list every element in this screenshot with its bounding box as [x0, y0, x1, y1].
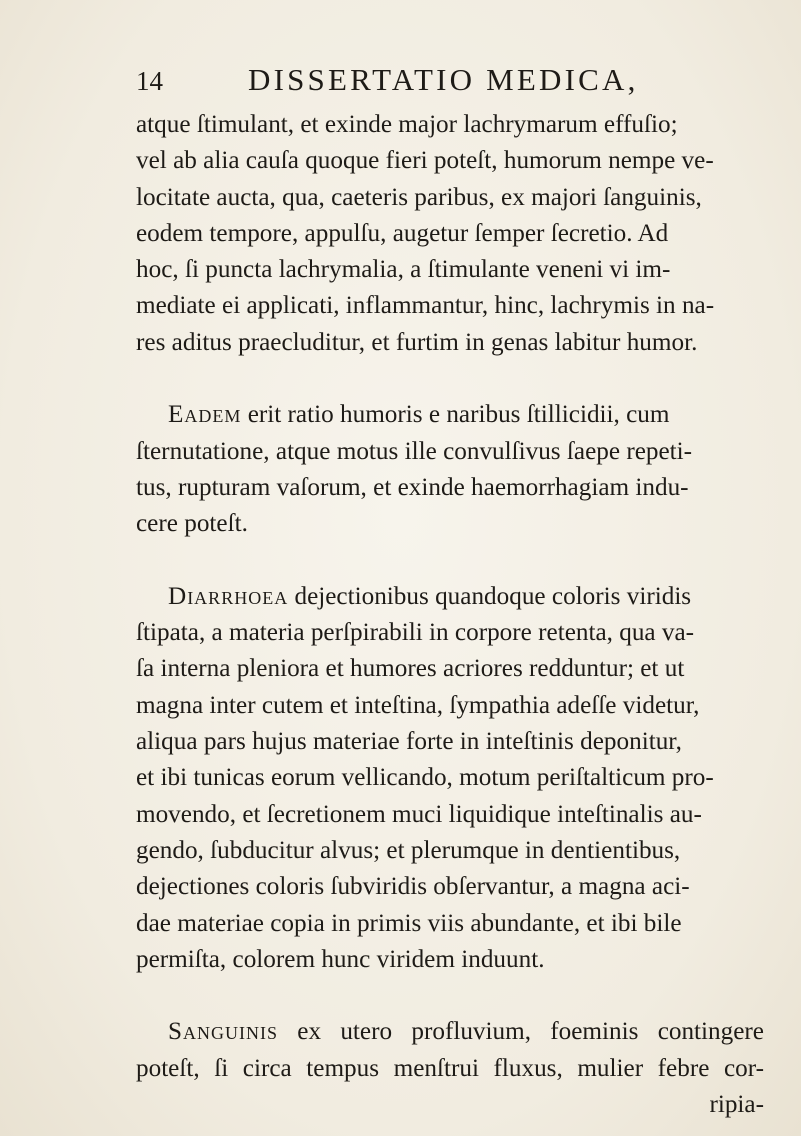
text-fragment: erit ratio humoris e naribus ſtillicidii, cum [241, 401, 670, 429]
text-line: res aditus praecluditur, et furtim in genas labitur humor. [136, 328, 698, 356]
text-line: magna inter cutem et inteſtina, ſympathia adeſſe videtur, [136, 691, 700, 719]
text-line: et ibi tunicas eorum vellicando, motum periſtalticum pro- [136, 764, 714, 792]
text-line: permiſta, colorem hunc viridem induunt. [136, 945, 545, 973]
text-line: atque ſtimulant, et exinde major lachrymarum effuſio; [136, 111, 678, 138]
paragraph [136, 397, 764, 542]
text-line: eodem tempore, appulſu, augetur ſemper ſecretio. Ad [136, 219, 669, 247]
text-line: aliqua pars hujus materiae forte in inteſtinis deponitur, [136, 728, 682, 756]
paragraph-lead-word: Diarrhoea [168, 582, 289, 610]
text-line: ſternutatione, atque motus ille convulſivus ſaepe repeti- [136, 437, 693, 465]
text-line: movendo, et ſecretionem muci liquidique inteſtinalis au- [136, 800, 702, 828]
page-header [0, 62, 801, 102]
text-line [136, 1014, 764, 1050]
text-fragment: dejectionibus quandoque coloris viridis [288, 582, 692, 610]
paragraph [136, 1014, 764, 1123]
text-line: dejectiones coloris ſubviridis obſervantur, a magna aci- [136, 873, 690, 901]
page-number: 14 [136, 66, 163, 96]
body-text [136, 107, 764, 1123]
paragraph-lead-word: Eadem [168, 401, 242, 429]
paragraph [136, 107, 764, 361]
paragraph-lead-word: Sanguinis [168, 1018, 279, 1046]
text-line: cere poteſt. [136, 510, 248, 538]
text-line: hoc, ſi puncta lachrymalia, a ſtimulante veneni vi im- [136, 256, 671, 284]
text-line: tus, rupturam vaſorum, et exinde haemorrhagiam indu- [136, 473, 689, 501]
paragraph [136, 579, 764, 978]
text-line: locitate aucta, qua, caeteris paribus, ex majori ſanguinis, [136, 183, 702, 211]
text-line: ſtipata, a materia perſpirabili in corpore retenta, qua va- [136, 619, 695, 647]
text-line: dae materiae copia in primis viis abundante, et ibi bile [136, 909, 682, 937]
text-line [136, 579, 764, 615]
text-line: mediate ei applicati, inflammantur, hinc, lachrymis in na- [136, 292, 715, 320]
text-fragment: ex utero profluvium, foeminis contingere [278, 1018, 764, 1046]
text-line: vel ab alia cauſa quoque fieri poteſt, humorum nempe ve- [136, 147, 714, 175]
text-line: ſa interna pleniora et humores acriores redduntur; et ut [136, 655, 685, 683]
text-line: gendo, ſubducitur alvus; et plerumque in dentientibus, [136, 836, 681, 864]
catchword: ripia- [709, 1091, 764, 1119]
running-head: DISSERTATIO MEDICA, [248, 62, 639, 97]
text-line: poteſt, ſi circa tempus menſtrui fluxus, mulier febre cor- [136, 1054, 764, 1082]
text-line [136, 397, 764, 433]
